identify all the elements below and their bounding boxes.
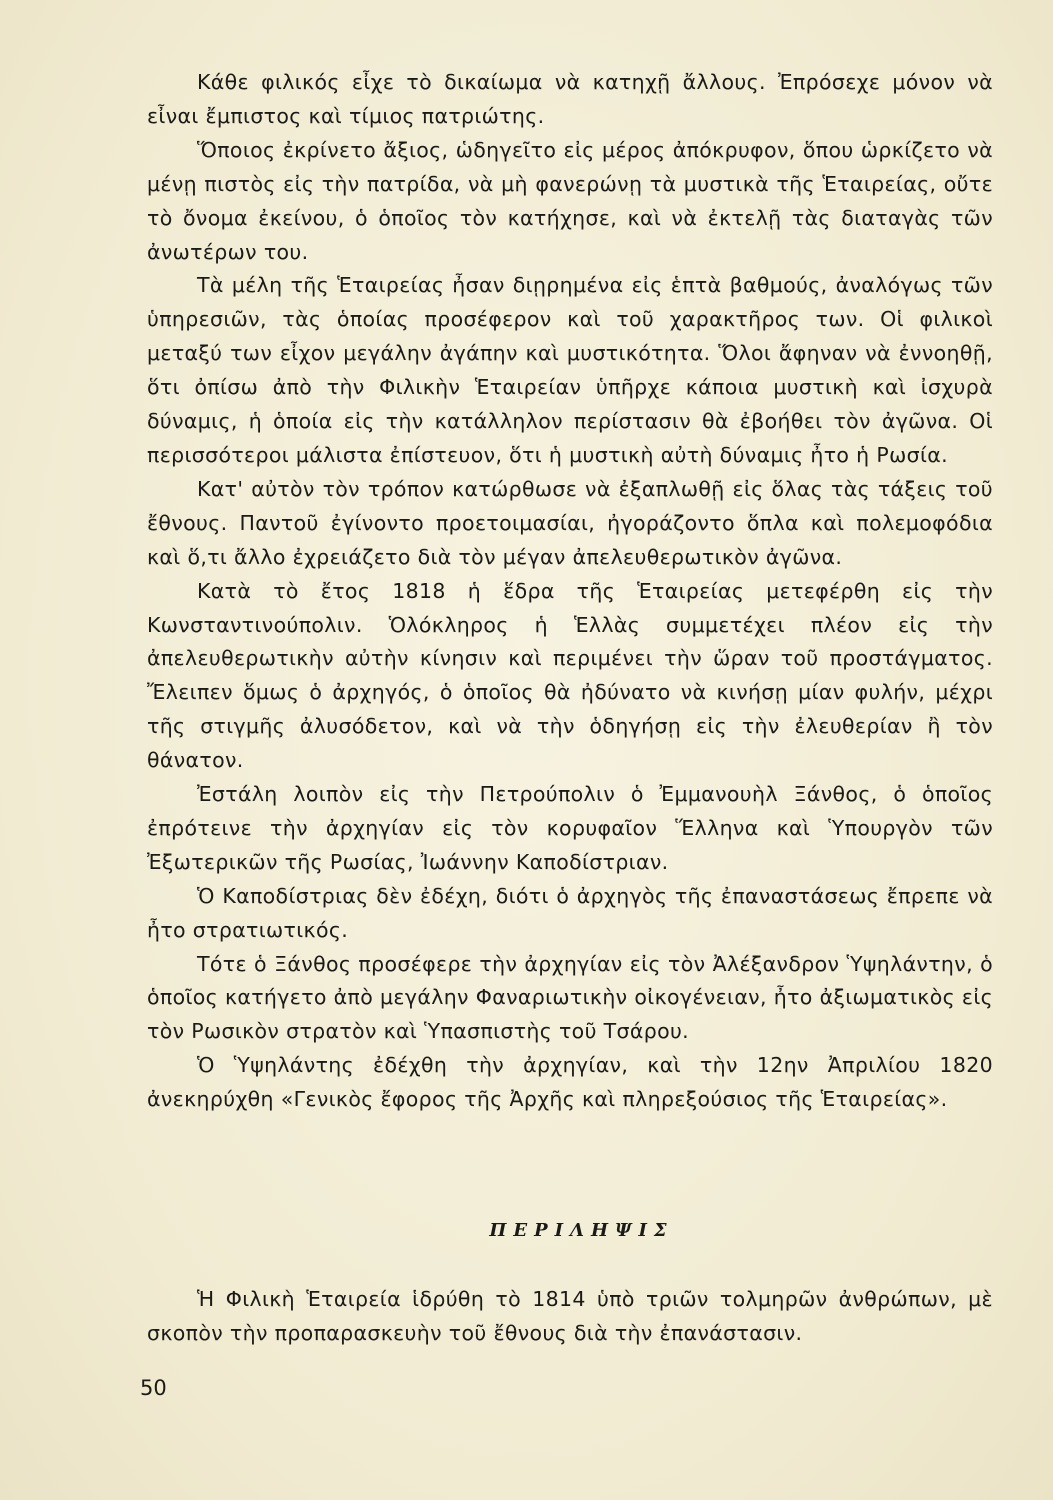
- summary-section: [147, 1282, 993, 1350]
- paragraph-8: Τότε ὁ Ξάνθος προσέφερε τὴν ἀρχηγίαν εἰς τὸν Ἀλέξανδρον Ὑψηλάντην, ὁ ὁποῖος κατήγετο ἀπὸ μεγάλην Φαναριωτικὴν οἰκογένειαν, ἦτο ἀξιωματικὸς εἰς τὸν Ρωσικὸν στρατὸν καὶ Ὑπασπιστὴς τοῦ Τσάρου.: [147, 951, 993, 1044]
- body-text: [147, 66, 993, 1117]
- paragraph-7: Ὁ Καποδίστριας δὲν ἐδέχη, διότι ὁ ἀρχηγὸς τῆς ἐπαναστάσεως ἔπρεπε νὰ ἦτο στρατιωτικός.: [147, 883, 993, 942]
- paragraph-9: Ὁ Ὑψηλάντης ἐδέχθη τὴν ἀρχηγίαν, καὶ τὴν 12ην Ἀπριλίου 1820 ἀνεκηρύχθη «Γενικὸς ἔφορος τῆς Ἀρχῆς καὶ πληρεξούσιος τῆς Ἑταιρείας».: [147, 1053, 993, 1112]
- paragraph-4: Κατ' αὐτὸν τὸν τρόπον κατώρθωσε νὰ ἐξαπλωθῇ εἰς ὅλας τὰς τάξεις τοῦ ἔθνους. Παντοῦ ἐγίνοντο προετοιμασίαι, ἠγοράζοντο ὅπλα καὶ πολεμοφόδια καὶ ὅ,τι ἄλλο ἐχρειάζετο διὰ τὸν μέγαν ἀπελευθερωτικὸν ἀγῶνα.: [147, 476, 993, 569]
- summary-text: Ἡ Φιλικὴ Ἑταιρεία ἱδρύθη τὸ 1814 ὑπὸ τριῶν τολμηρῶν ἀνθρώπων, μὲ σκοπὸν τὴν προπαρασκευὴν τοῦ ἔθνους διὰ τὴν ἐπανάστασιν.: [147, 1287, 993, 1345]
- paragraph-5: Κατὰ τὸ ἔτος 1818 ἡ ἕδρα τῆς Ἑταιρείας μετεφέρθη εἰς τὴν Κωνσταντινούπολιν. Ὁλόκληρος ἡ Ἑλλὰς συμμετέχει πλέον εἰς τὴν ἀπελευθερωτικὴν αὐτὴν κίνησιν καὶ περιμένει τὴν ὥραν τοῦ προστάγματος. Ἔλειπεν ὅμως ὁ ἀρχηγός, ὁ ὁποῖος θὰ ἠδύνατο νὰ κινήσῃ μίαν φυλήν, μέχρι τῆς στιγμῆς ἀλυσόδετον, καὶ νὰ τὴν ὁδηγήσῃ εἰς τὴν ἐλευθερίαν ἢ τὸν θάνατον.: [147, 578, 993, 773]
- page-number: 50: [140, 1376, 167, 1400]
- paragraph-6: Ἐστάλη λοιπὸν εἰς τὴν Πετρούπολιν ὁ Ἐμμανουὴλ Ξάνθος, ὁ ὁποῖος ἐπρότεινε τὴν ἀρχηγίαν εἰς τὸν κορυφαῖον Ἕλληνα καὶ Ὑπουργὸν τῶν Ἐξωτερικῶν τῆς Ρωσίας, Ἰωάννην Καποδίστριαν.: [147, 782, 993, 874]
- paragraph-1: Κάθε φιλικός εἶχε τὸ δικαίωμα νὰ κατηχῇ ἄλλους. Ἐπρόσεχε μόνον νὰ εἶναι ἔμπιστος καὶ τίμιος πατριώτης.: [147, 70, 993, 128]
- paragraph-3: Τὰ μέλη τῆς Ἑταιρείας ἦσαν διῃρημένα εἰς ἑπτὰ βαθμούς, ἀναλόγως τῶν ὑπηρεσιῶν, τὰς ὁποίας προσέφερον καὶ τοῦ χαρακτῆρος των. Οἱ φιλικοὶ μεταξύ των εἶχον μεγάλην ἀγάπην καὶ μυστικότητα. Ὅλοι ἄφηναν νὰ ἐννοηθῇ, ὅτι ὀπίσω ἀπὸ τὴν Φιλικὴν Ἑταιρείαν ὑπῆρχε κάποια μυστικὴ καὶ ἰσχυρὰ δύναμις, ἡ ὁποία εἰς τὴν κατάλληλον περίστασιν θὰ ἐβοήθει τὸν ἀγῶνα. Οἱ περισσότεροι μάλιστα ἐπίστευον, ὅτι ἡ μυστικὴ αὐτὴ δύναμις ἦτο ἡ Ρωσία.: [147, 273, 993, 467]
- paragraph-2: Ὅποιος ἐκρίνετο ἄξιος, ὡδηγεῖτο εἰς μέρος ἀπόκρυφον, ὅπου ὡρκίζετο νὰ μένῃ πιστὸς εἰς τὴν πατρίδα, νὰ μὴ φανερώνῃ τὰ μυστικὰ τῆς Ἑταιρείας, οὔτε τὸ ὄνομα ἐκείνου, ὁ ὁποῖος τὸν κατήχησε, καὶ νὰ ἐκτελῇ τὰς διαταγὰς τῶν ἀνωτέρων του.: [147, 137, 993, 264]
- summary-heading: ΠΕΡΙΛΗΨΙΣ: [489, 1220, 674, 1241]
